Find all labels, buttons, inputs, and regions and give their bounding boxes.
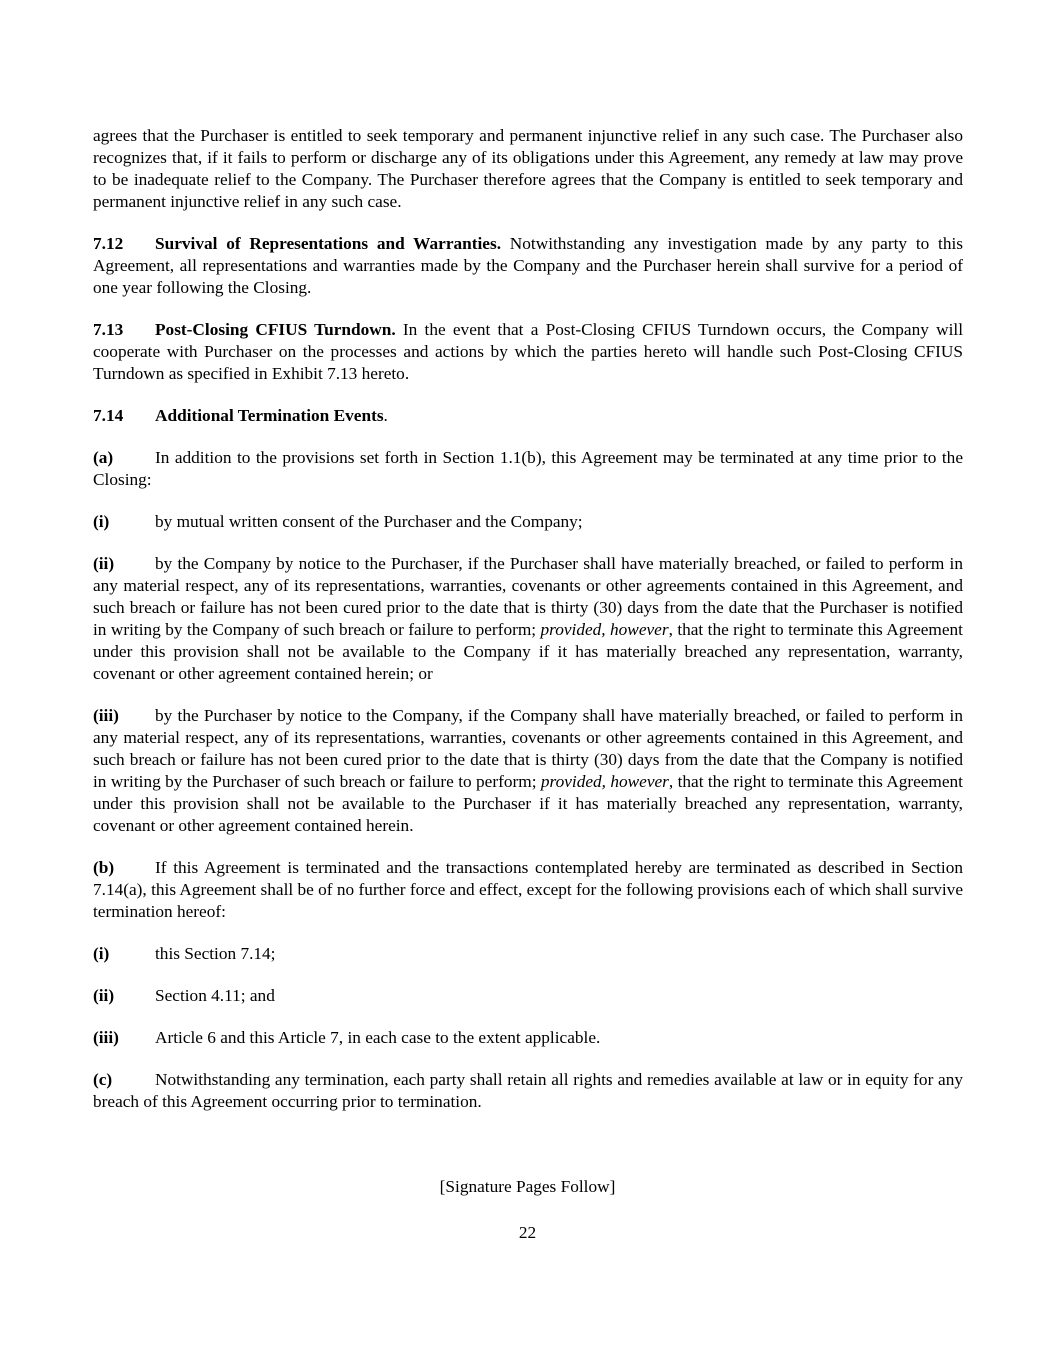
section-text: . bbox=[383, 406, 388, 425]
clause-b-i bbox=[93, 943, 963, 965]
clause-c bbox=[93, 1069, 963, 1113]
document-body bbox=[93, 125, 963, 1133]
section-heading: Survival of Representations and Warranties. bbox=[155, 234, 502, 253]
clause-a-i bbox=[93, 511, 963, 533]
section-heading: Post-Closing CFIUS Turndown. bbox=[155, 320, 396, 339]
clause-b-ii bbox=[93, 985, 963, 1007]
clause-text: If this Agreement is terminated and the transactions contemplated hereby are terminated as described in Section 7.14(a), this Agreement shall be of no further force and effect, except for the following provisions each of which shall survive termination hereof: bbox=[93, 858, 963, 921]
clause-b bbox=[93, 857, 963, 923]
clause-text: In addition to the provisions set forth in Section 1.1(b), this Agreement may be terminated at any time prior to the Closing: bbox=[93, 448, 963, 489]
section-heading: Additional Termination Events bbox=[155, 406, 384, 425]
clause-text-cont: , that the right to terminate this Agreement under this provision shall not be available to the Company if it has materially breached any representation, warranty, covenant or other agreement contained herein; or bbox=[93, 620, 963, 683]
clause-text: Notwithstanding any termination, each party shall retain all rights and remedies available at law or in equity for any breach of this Agreement occurring prior to termination. bbox=[93, 1070, 963, 1111]
section-7-13 bbox=[93, 319, 963, 385]
section-number: 7.13 bbox=[93, 320, 124, 339]
clause-label: (ii) bbox=[93, 554, 115, 573]
section-number: 7.12 bbox=[93, 234, 124, 253]
clause-label: (c) bbox=[93, 1070, 113, 1089]
signature-pages-note: [Signature Pages Follow] bbox=[439, 1177, 616, 1196]
clause-label: (b) bbox=[93, 858, 115, 877]
clause-label: (iii) bbox=[93, 706, 119, 725]
paragraph-continuation: agrees that the Purchaser is entitled to seek temporary and permanent injunctive relief in any such case. The Purchaser also recognizes that, if it fails to perform or discharge any of its obligations under this Agreement, any remedy at law may prove to be inadequate relief to the Company. The Purchaser therefore agrees that the Company is entitled to seek temporary and permanent injunctive relief in any such case. bbox=[93, 126, 963, 211]
section-text: Notwithstanding any investigation made by any party to this Agreement, all representations and warranties made by the Company and the Purchaser herein shall survive for a period of one year following the Closing. bbox=[93, 234, 964, 297]
section-7-12 bbox=[93, 233, 963, 299]
clause-b-iii bbox=[93, 1027, 963, 1049]
clause-a-ii bbox=[93, 553, 963, 685]
clause-text: by the Purchaser by notice to the Company, if the Company shall have materially breached, or failed to perform in any material respect, any of its representations, warranties, covenants or other agreements contained in this Agreement, and such breach or failure has not been cured prior to the date that is thirty (30) days from the date that the Company is notified in writing by the Purchaser of such breach or failure to perform; bbox=[93, 706, 963, 791]
clause-label: (a) bbox=[93, 448, 114, 467]
section-number: 7.14 bbox=[93, 406, 124, 425]
clause-text-cont: , that the right to terminate this Agreement under this provision shall not be available to the Purchaser if it has materially breached any representation, warranty, covenant or other agreement contained herein. bbox=[93, 772, 963, 835]
clause-text: Article 6 and this Article 7, in each case to the extent applicable. bbox=[155, 1028, 601, 1047]
clause-a bbox=[93, 447, 963, 491]
clause-text: by mutual written consent of the Purchaser and the Company; bbox=[155, 512, 583, 531]
clause-label: (ii) bbox=[93, 986, 115, 1005]
section-text: In the event that a Post-Closing CFIUS Turndown occurs, the Company will cooperate with Purchaser on the processes and actions by which the parties hereto will handle such Post-Closing CFIUS Turndown as specified in Exhibit 7.13 hereto. bbox=[93, 320, 964, 383]
clause-a-iii bbox=[93, 705, 963, 837]
page-number: 22 bbox=[518, 1223, 537, 1242]
clause-italic: provided, however bbox=[540, 772, 669, 791]
section-7-14 bbox=[93, 405, 963, 427]
clause-italic: provided, however bbox=[540, 620, 669, 639]
clause-text: by the Company by notice to the Purchaser, if the Purchaser shall have materially breached, or failed to perform in any material respect, any of its representations, warranties, covenants or other agreements contained in this Agreement, and such breach or failure has not been cured prior to the date that is thirty (30) days from the date that the Purchaser is notified in writing by the Company of such breach or failure to perform; bbox=[93, 554, 963, 639]
clause-text: this Section 7.14; bbox=[155, 944, 276, 963]
clause-label: (i) bbox=[93, 512, 110, 531]
clause-label: (iii) bbox=[93, 1028, 119, 1047]
clause-label: (i) bbox=[93, 944, 110, 963]
clause-text: Section 4.11; and bbox=[155, 986, 275, 1005]
